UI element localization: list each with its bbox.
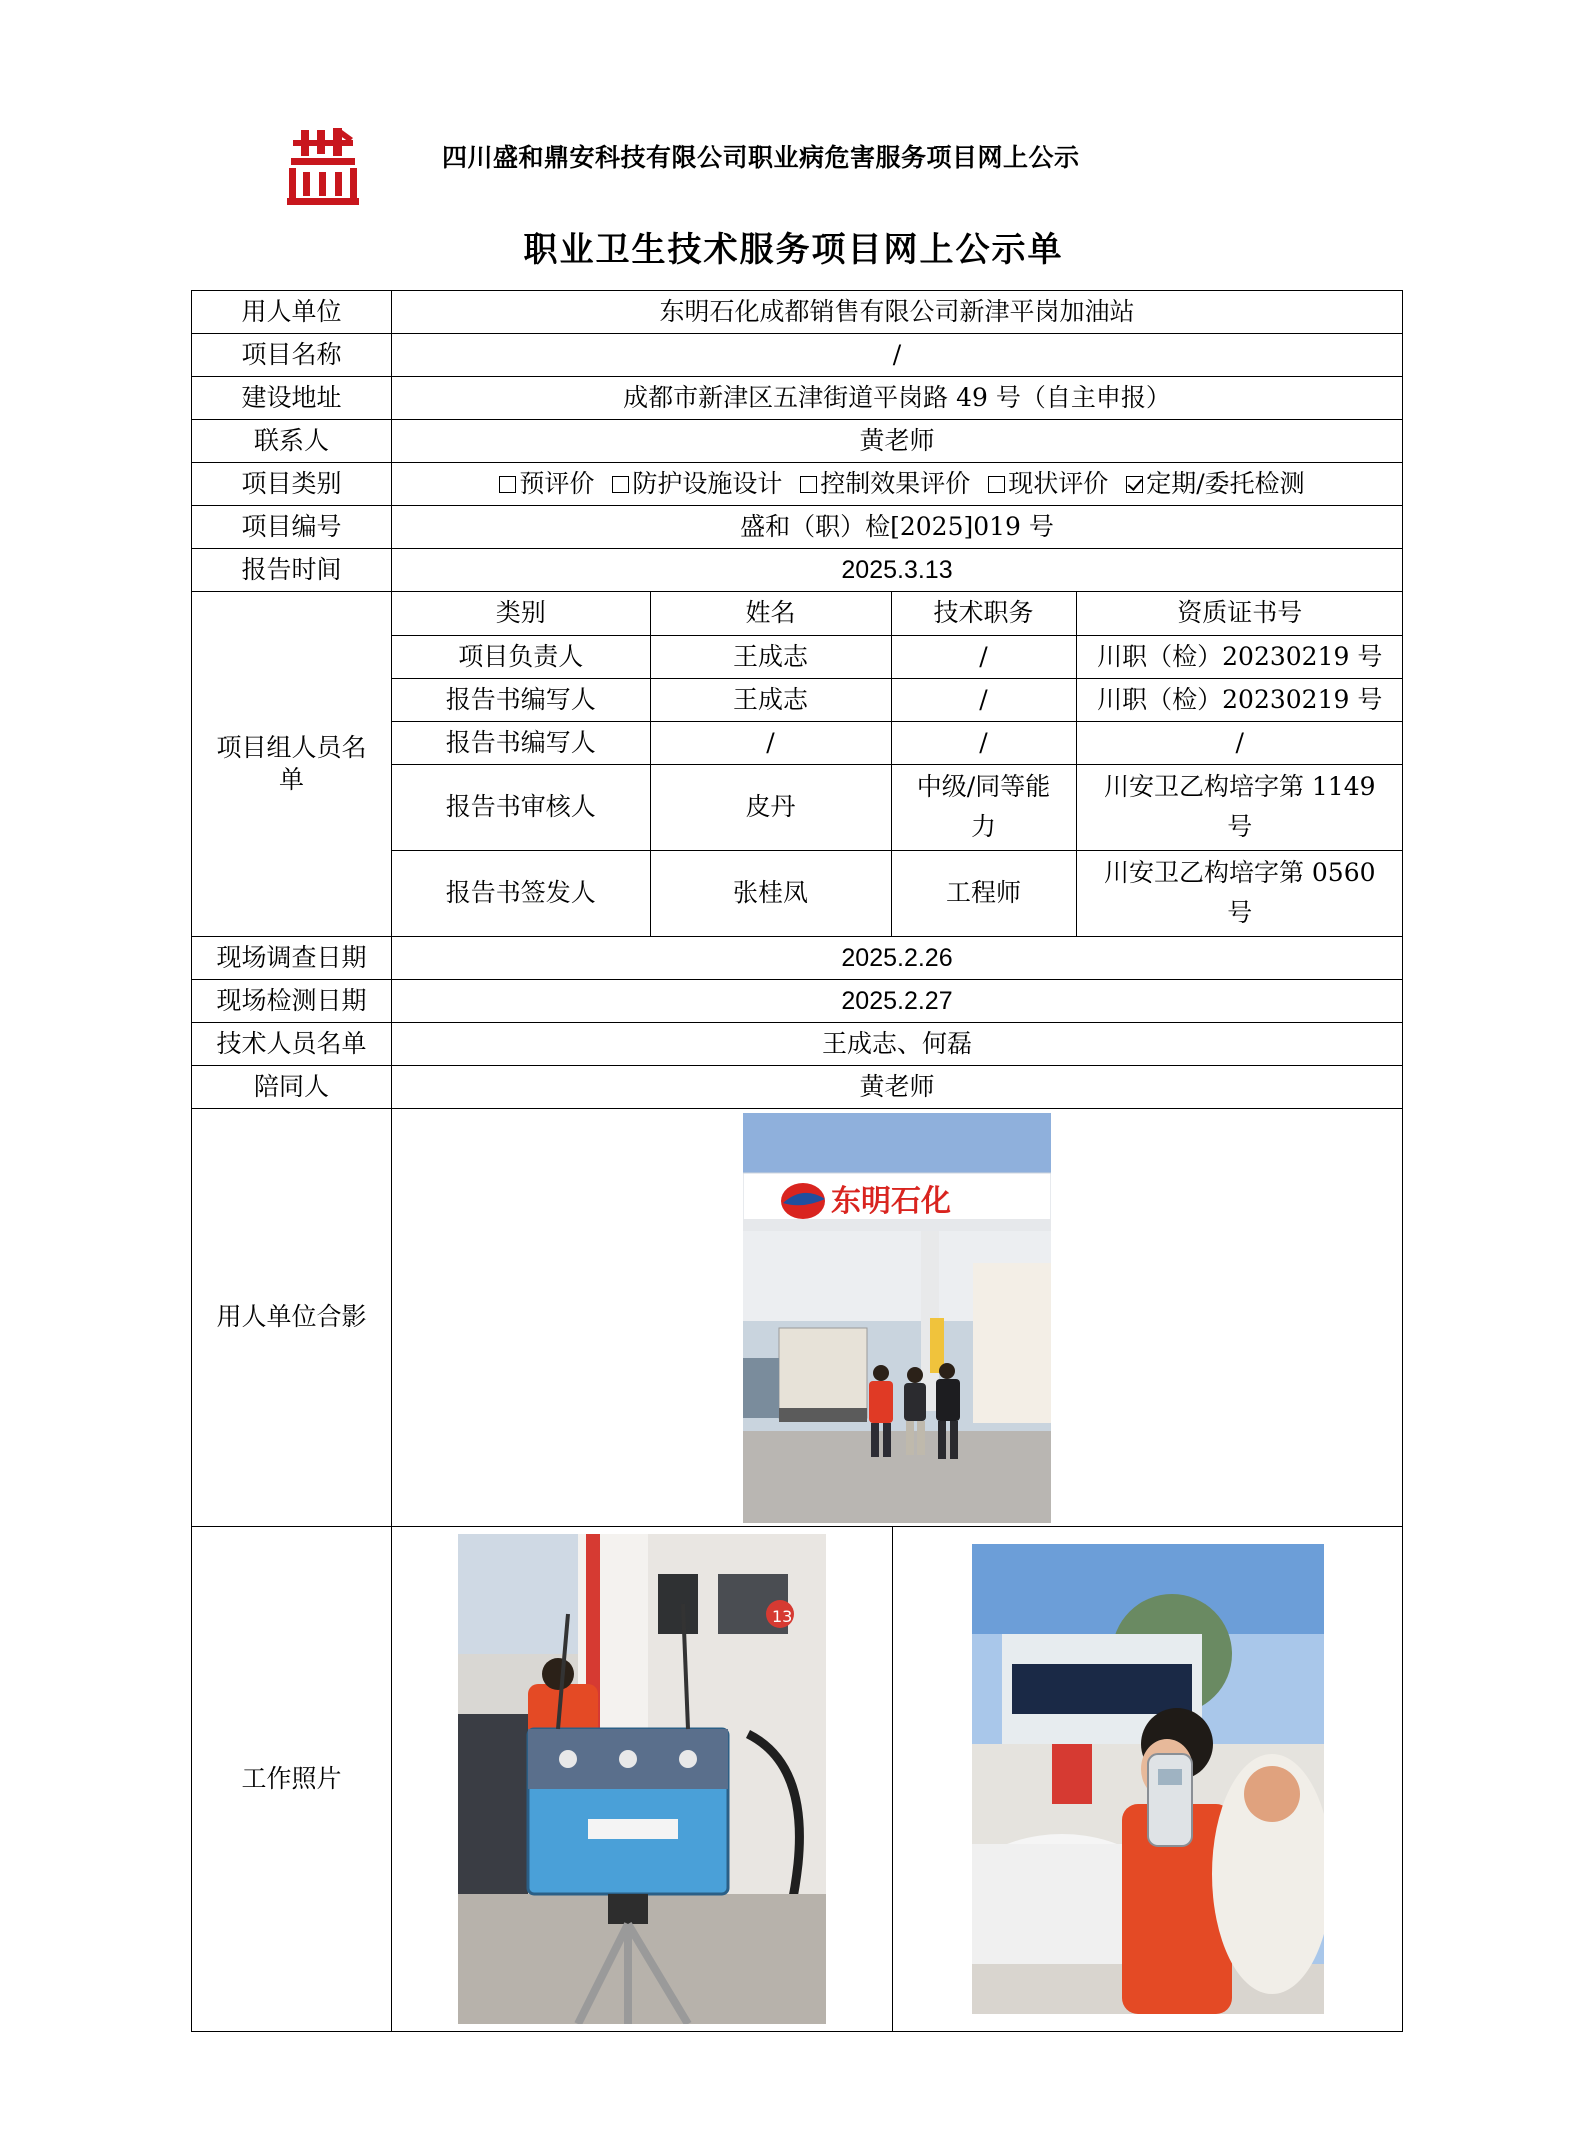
- team-table: [392, 592, 1403, 936]
- team-cell-name: 王成志: [650, 635, 891, 678]
- team-header-row: [392, 592, 1403, 635]
- test-date-label: 现场检测日期: [192, 980, 392, 1023]
- project-name-label: 项目名称: [192, 334, 392, 377]
- row-address: [192, 377, 1403, 420]
- report-time-label: 报告时间: [192, 549, 392, 592]
- test-date-value: 2025.2.27: [392, 980, 1403, 1023]
- team-cell-name: /: [650, 721, 891, 764]
- team-cell-name: 王成志: [650, 678, 891, 721]
- team-cell-role: 报告书审核人: [392, 764, 650, 850]
- project-name-value: /: [392, 334, 1403, 377]
- group-photo-label: 用人单位合影: [192, 1109, 392, 1527]
- row-category: [192, 463, 1403, 506]
- work-photos-table: [392, 1527, 1403, 2031]
- row-project-no: [192, 506, 1403, 549]
- technicians-label: 技术人员名单: [192, 1023, 392, 1066]
- team-cell-cert: 川职（检）20230219 号: [1076, 678, 1403, 721]
- category-option: [602, 469, 782, 498]
- project-no-value: 盛和（职）检[2025]019 号: [392, 506, 1403, 549]
- team-cell-name: 皮丹: [650, 764, 891, 850]
- work-photo-sampler: [458, 1534, 826, 2024]
- team-cell-cert: 川职（检）20230219 号: [1076, 635, 1403, 678]
- contact-value: 黄老师: [392, 420, 1403, 463]
- address-label: 建设地址: [192, 377, 392, 420]
- pump-number-text: 13: [771, 1607, 793, 1626]
- team-cell-role: 报告书签发人: [392, 850, 650, 936]
- work-photos-row: [392, 1527, 1403, 2031]
- category-option: [1116, 469, 1304, 498]
- technicians-value: 王成志、何磊: [392, 1023, 1403, 1066]
- team-cell-role: 项目负责人: [392, 635, 650, 678]
- group-photo-image: [743, 1113, 1051, 1523]
- group-photo-cell: [392, 1109, 1403, 1527]
- survey-date-label: 现场调查日期: [192, 937, 392, 980]
- checkbox-checked-icon: [1126, 476, 1143, 493]
- row-technicians: [192, 1023, 1403, 1066]
- station-sign-text: 东明石化: [831, 1183, 951, 1219]
- work-photos-label: 工作照片: [192, 1527, 392, 2032]
- survey-date-value: 2025.2.26: [392, 937, 1403, 980]
- project-no-label: 项目编号: [192, 506, 392, 549]
- team-cell-title-text: 中级/同等能力: [916, 772, 1051, 841]
- category-option-label: 定期/委托检测: [1146, 468, 1305, 498]
- employer-label: 用人单位: [192, 291, 392, 334]
- team-cell-title: 工程师: [891, 850, 1076, 936]
- work-photo-cell: [392, 1527, 892, 2031]
- address-value: 成都市新津区五津街道平岗路 49 号（自主申报）: [392, 377, 1403, 420]
- checkbox-icon: [499, 476, 516, 493]
- row-group-photo: [192, 1109, 1403, 1527]
- team-label-text: 项目组人员名单: [216, 732, 367, 794]
- row-employer: [192, 291, 1403, 334]
- checkbox-icon: [612, 476, 629, 493]
- team-cell-role: 报告书编写人: [392, 678, 650, 721]
- team-row: [392, 635, 1403, 678]
- row-report-time: [192, 549, 1403, 592]
- team-cell-cert: [1076, 850, 1403, 936]
- work-photos-cell: [392, 1527, 1403, 2032]
- team-row: [392, 764, 1403, 850]
- company-logo: [287, 128, 359, 206]
- team-cell: [392, 592, 1403, 937]
- team-cell-cert-text: 川安卫乙构培字第 0560 号: [1103, 858, 1376, 928]
- team-cell-title: /: [891, 678, 1076, 721]
- category-label: 项目类别: [192, 463, 392, 506]
- team-row: [392, 721, 1403, 764]
- category-option-label: 预评价: [519, 468, 595, 498]
- row-survey-date: [192, 937, 1403, 980]
- row-work-photos: [192, 1527, 1403, 2032]
- team-label: [192, 592, 392, 937]
- row-project-name: [192, 334, 1403, 377]
- team-header-cell: 技术职务: [891, 592, 1076, 635]
- team-row: [392, 850, 1403, 936]
- team-header-cell: 姓名: [650, 592, 891, 635]
- contact-label: 联系人: [192, 420, 392, 463]
- category-option: [790, 469, 970, 498]
- team-header-cell: 资质证书号: [1076, 592, 1403, 635]
- category-option-label: 防护设施设计: [632, 468, 783, 498]
- page-header: [287, 128, 1387, 208]
- escort-value: 黄老师: [392, 1066, 1403, 1109]
- row-escort: [192, 1066, 1403, 1109]
- category-option: [489, 469, 594, 498]
- document-title: 职业卫生技术服务项目网上公示单: [523, 230, 1064, 270]
- checkbox-icon: [800, 476, 817, 493]
- team-cell-title: [891, 764, 1076, 850]
- row-test-date: [192, 980, 1403, 1023]
- organization-title: 四川盛和鼎安科技有限公司职业病危害服务项目网上公示: [442, 143, 1080, 172]
- team-cell-cert: /: [1076, 721, 1403, 764]
- report-time-value: 2025.3.13: [392, 549, 1403, 592]
- row-team: [192, 592, 1403, 937]
- work-photo-cell: [892, 1527, 1403, 2031]
- category-options: [392, 463, 1403, 506]
- escort-label: 陪同人: [192, 1066, 392, 1109]
- checkbox-icon: [988, 476, 1005, 493]
- team-header-cell: 类别: [392, 592, 650, 635]
- category-option-label: 现状评价: [1008, 468, 1109, 498]
- team-cell-title: /: [891, 721, 1076, 764]
- category-option: [978, 469, 1108, 498]
- category-option-label: 控制效果评价: [820, 468, 971, 498]
- employer-value: 东明石化成都销售有限公司新津平岗加油站: [392, 291, 1403, 334]
- notice-table: [191, 290, 1403, 2032]
- team-cell-title: /: [891, 635, 1076, 678]
- team-cell-cert: [1076, 764, 1403, 850]
- row-contact: [192, 420, 1403, 463]
- team-row: [392, 678, 1403, 721]
- team-cell-name: 张桂凤: [650, 850, 891, 936]
- team-cell-cert-text: 川安卫乙构培字第 1149 号: [1103, 772, 1376, 841]
- team-cell-role: 报告书编写人: [392, 721, 650, 764]
- work-photo-noise-meter: [972, 1544, 1324, 2014]
